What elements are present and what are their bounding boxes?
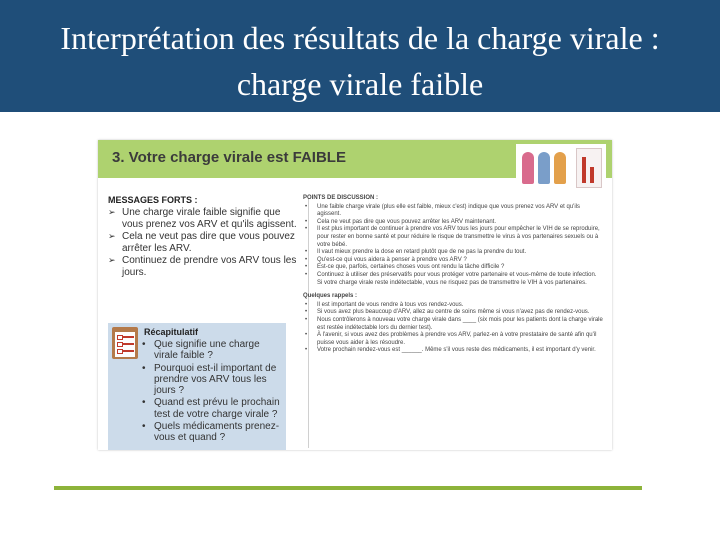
recap-item: • Quand est prévu le prochain test de votre charge virale ? <box>142 397 280 420</box>
recap-text: Quand est prévu le prochain test de votre charge virale ? <box>154 397 280 420</box>
illustration-image <box>516 144 606 190</box>
reminder-item: • Votre prochain rendez-vous est ______. Même s'il vous reste des médicaments, il est important d'y venir. <box>305 347 596 354</box>
reminder-text: Nous contrôlerons à nouveau votre charge virale dans ____ (six mois pour les patients dont la charge virale est restée indétectable lors du dernier test). <box>317 316 603 331</box>
reminder-item: • Nous contrôlerons à nouveau votre charge virale dans ____ (six mois pour les patients dont la charge virale est restée indétectable lors du dernier test). <box>305 316 603 331</box>
discussion-item: • Qu'est-ce qui vous aidera à penser à prendre vos ARV ? <box>305 256 467 263</box>
recap-text: Que signifie une charge virale faible ? <box>154 339 260 362</box>
discussion-item: • Continuez à utiliser des préservatifs pour vous protéger votre partenaire et vous-même de toute infection. Si votre charge virale reste indétectable, vous ne risquez pas de transmettre le VIH à vos partenaires. <box>305 271 597 286</box>
recap-item: • Pourquoi est-il important de prendre vos ARV tous les jours ? <box>142 362 277 397</box>
discussion-item: • Cela ne veut pas dire que vous pouvez arrêter les ARV maintenant. <box>305 218 496 225</box>
discussion-text: Qu'est-ce qui vous aidera à penser à prendre vos ARV ? <box>317 256 467 263</box>
recap-text: Quels médicaments prenez-vous et quand ? <box>154 421 280 444</box>
arrow-bullet-icon: ➢ <box>108 255 116 265</box>
arrow-bullet-icon: ➢ <box>108 231 116 241</box>
recap-item: • Quels médicaments prenez-vous et quand ? <box>142 421 280 444</box>
person-figure-icon <box>538 152 550 184</box>
message-text: Continuez de prendre vos ARV tous les jours. <box>122 255 297 278</box>
document-header <box>98 140 612 178</box>
document-excerpt <box>98 140 612 450</box>
footer-rule <box>54 486 642 490</box>
chart-thumbnail-icon <box>576 148 602 188</box>
recap-text: Pourquoi est-il important de prendre vos ARV tous les jours ? <box>154 362 277 397</box>
reminder-text: À l'avenir, si vous avez des problèmes à prendre vos ARV, parlez-en à votre prestataire de santé afin qu'il puisse vous aider à les résoudre. <box>317 332 597 346</box>
person-figure-icon <box>522 152 534 184</box>
arrow-bullet-icon: ➢ <box>108 207 116 217</box>
reminders-heading: Quelques rappels : <box>303 293 358 300</box>
reminder-item: • À l'avenir, si vous avez des problèmes à prendre vos ARV, parlez-en à votre prestataire de santé afin qu'il puisse vous aider à les résoudre. <box>305 332 597 346</box>
discussion-text: Continuez à utiliser des préservatifs pour vous protéger votre partenaire et vous-même de toute infection. Si votre charge virale reste indétectable, vous ne risquez pas de transmettre le VIH à vos partenaires. <box>317 271 597 286</box>
reminder-item: • Si vous avez plus beaucoup d'ARV, allez au centre de soins même si vous n'avez pas de rendez-vous. <box>305 309 590 316</box>
message-text: Une charge virale faible signifie que vous prenez vos ARV et qu'ils agissent. <box>122 207 297 230</box>
recap-title: Récapitulatif <box>144 327 199 337</box>
reminder-item: • Il est important de vous rendre à tous vos rendez-vous. <box>305 301 464 308</box>
discussion-item: • Il est plus important de continuer à prendre vos ARV tous les jours pour empêcher le VIH de se reproduire, pour rester en bonne santé et pour réduire le risque de transmettre le virus à vos partenaires sexuels ou à votre bébé. <box>305 226 600 248</box>
discussion-text: Il vaut mieux prendre la dose en retard plutôt que de ne pas la prendre du tout. <box>317 249 527 256</box>
discussion-item: • Est-ce que, parfois, certaines choses vous ont rendu la tâche difficile ? <box>305 264 505 271</box>
discussion-text: Il est plus important de continuer à prendre vos ARV tous les jours pour empêcher le VIH de se reproduire, pour rester en bonne santé et pour réduire le risque de transmettre le virus à vos partenaires sexuels ou à votre bébé. <box>317 226 600 248</box>
messages-heading: MESSAGES FORTS : <box>108 195 198 205</box>
messages-column <box>108 195 298 444</box>
message-item <box>108 255 298 278</box>
document-header-text: 3. Votre charge virale est FAIBLE <box>112 149 346 166</box>
slide-title-line-1: Interprétation des résultats de la charge virale : <box>60 20 660 56</box>
person-figure-icon <box>554 152 566 184</box>
recap-item: • Que signifie une charge virale faible ? <box>142 339 260 362</box>
reminder-text: Votre prochain rendez-vous est ______. Même s'il vous reste des médicaments, il est important d'y venir. <box>317 347 596 354</box>
message-text: Cela ne veut pas dire que vous pouvez arrêter les ARV. <box>122 231 295 254</box>
message-item <box>108 231 298 254</box>
discussion-text: Est-ce que, parfois, certaines choses vous ont rendu la tâche difficile ? <box>317 264 505 271</box>
discussion-column <box>303 195 603 355</box>
discussion-text: Cela ne veut pas dire que vous pouvez arrêter les ARV maintenant. <box>317 218 496 225</box>
clipboard-icon <box>112 327 138 359</box>
message-item <box>108 207 298 230</box>
slide-title-line-2: charge virale faible <box>236 66 484 102</box>
discussion-item: • Il vaut mieux prendre la dose en retard plutôt que de ne pas la prendre du tout. <box>305 249 527 256</box>
slide-title-bar <box>0 0 720 112</box>
discussion-text: Une faible charge virale (plus elle est faible, mieux c'est) indique que vous prenez vos ARV et qu'ils agissent. <box>317 203 580 218</box>
recap-box <box>108 323 286 450</box>
discussion-heading: POINTS DE DISCUSSION : <box>303 195 379 201</box>
reminder-text: Si vous avez plus beaucoup d'ARV, allez au centre de soins même si vous n'avez pas de rendez-vous. <box>317 309 590 316</box>
discussion-item: • Une faible charge virale (plus elle est faible, mieux c'est) indique que vous prenez vos ARV et qu'ils agissent. <box>305 203 580 218</box>
reminder-text: Il est important de vous rendre à tous vos rendez-vous. <box>317 301 464 308</box>
recap-list <box>142 339 284 445</box>
